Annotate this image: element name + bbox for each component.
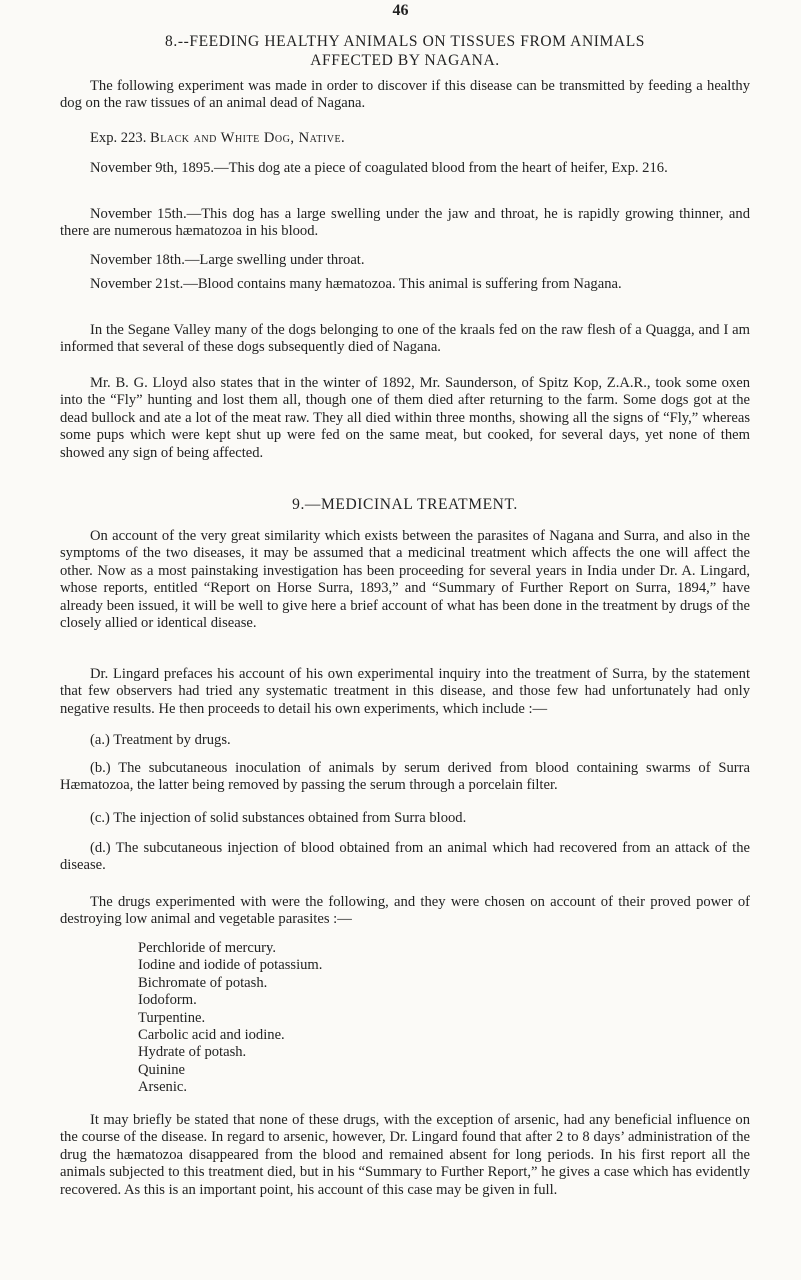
drug-item: Iodine and iodide of potassium.: [138, 957, 323, 974]
section-9-para-3-block: [60, 894, 750, 929]
page-number: 46: [392, 2, 409, 19]
drug-item: Bichromate of potash.: [138, 974, 268, 991]
experiment-entry: November 9th, 1895.—This dog ate a piece of coagulated blood from the heart of heifer, Exp. 216.: [90, 160, 668, 176]
drug-item: Quinine: [138, 1061, 186, 1078]
experiment-item-d-block: [60, 840, 750, 875]
drug-item: Perchloride of mercury.: [138, 940, 277, 956]
drug-item: Carbolic acid and iodine.: [138, 1027, 285, 1044]
section-9-paragraph-1: On account of the very great similarity which exists between the parasites of Nagana and Surra, and also in the symptoms of the two diseases, it may be assumed that a medicinal treatment which affects the one will affect the other. Now as a most painstaking investigation has been proceeding for several years in India under Dr. A. Lingard, whose reports, entitled “Report on Horse Surra, 1893,” and “Summary of Further Report on Surra, 1894,” have already been issued, it will be well to give here a brief account of what has been done in the treatment by drugs of the closely allied or identical disease.: [60, 528, 750, 632]
experiment-item-b-block: [60, 760, 750, 795]
section-9-paragraph-4: It may briefly be stated that none of these drugs, with the exception of arsenic, had any beneficial influence on the course of the disease. In regard to arsenic, however, Dr. Lingard found that after 2 to 8 days’ administration of the drug the hæmatozoa disappeared from the blood and remained absent for long periods. In his first report all the animals subjected to this treatment died, but in his “Summary to Further Report,” he gives a case which has evidently recovered. As this is an important point, his account of this case may be given in full.: [60, 1112, 750, 1198]
section-8-heading-line-2: AFFECTED BY NAGANA.: [310, 52, 500, 69]
section-8-heading-line-1: 8.--FEEDING HEALTHY ANIMALS ON TISSUES FROM ANIMALS: [165, 33, 645, 50]
section-8: [60, 32, 750, 70]
segane-paragraph: In the Segane Valley many of the dogs belonging to one of the kraals fed on the raw flesh of a Quagga, and I am informed that several of these dogs subsequently died of Nagana.: [60, 322, 750, 356]
segane-paragraph-block: [60, 322, 750, 357]
experiment-entry-3-block: [60, 252, 750, 269]
drug-item: Iodoform.: [138, 992, 197, 1009]
experiment-entry-1-block: [60, 160, 750, 177]
lloyd-paragraph: Mr. B. G. Lloyd also states that in the winter of 1892, Mr. Saunderson, of Spitz Kop, Z.A.R., took some oxen into the “Fly” hunting and lost them all, though one of them died after returning to the farm. Some dogs got at the dead bullock and ate a lot of the meat raw. They all died within three months, showing all the signs of “Fly,” whereas some pups which were kept shut up were fed on the same meat, but cooked, for several days, yet none of them showed any sign of being affected.: [60, 375, 750, 461]
experiment-entry-4-block: [60, 276, 750, 293]
experiment-item: (d.) The subcutaneous injection of blood obtained from an animal which had recovered from an attack of the disease.: [60, 840, 750, 874]
section-9: [60, 495, 750, 514]
section-9-paragraph-2: Dr. Lingard prefaces his account of his own experimental inquiry into the treatment of Surra, by the statement that few observers had tried any systematic treatment in this disease, and those few had unfortunately had only negative results. He then proceeds to detail his own experiments, which include :—: [60, 666, 750, 717]
section-9-para-4-block: [60, 1112, 750, 1199]
experiment-item-c-block: [60, 810, 750, 827]
experiment-item: (b.) The subcutaneous inoculation of animals by serum derived from blood containing swarms of Surra Hæmatozoa, the latter being removed by passing the serum through a porcelain filter.: [60, 760, 750, 794]
lloyd-paragraph-block: [60, 375, 750, 462]
experiment-entry: November 15th.—This dog has a large swelling under the jaw and throat, he is rapidly growing thinner, and there are numerous hæmatozoa in his blood.: [60, 206, 750, 240]
drug-item: Hydrate of potash.: [138, 1044, 247, 1061]
experiment-label: Exp. 223.: [90, 130, 147, 146]
experiment-item: (c.) The injection of solid substances obtained from Surra blood.: [90, 810, 467, 826]
section-9-para-2-block: [60, 666, 750, 718]
section-9-paragraph-3: The drugs experimented with were the following, and they were chosen on account of their proved power of destroying low animal and vegetable parasites :—: [60, 894, 750, 928]
experiment-title: Black and White Dog, Native.: [150, 130, 346, 146]
drug-item: Arsenic.: [138, 1079, 188, 1096]
experiment-entry-2-block: [60, 206, 750, 241]
drug-list: [60, 940, 750, 1097]
section-8-intro: The following experiment was made in order to discover if this disease can be transmitted by feeding a healthy dog on the raw tissues of an animal dead of Nagana.: [60, 78, 750, 112]
experiment-entry: November 21st.—Blood contains many hæmatozoa. This animal is suffering from Nagana.: [90, 276, 622, 292]
experiment-entry: November 18th.—Large swelling under throat.: [90, 252, 365, 268]
section-9-heading: 9.—MEDICINAL TREATMENT.: [292, 496, 518, 513]
section-9-para-1-block: [60, 528, 750, 632]
experiment-header: [60, 130, 750, 147]
section-8-intro-block: [60, 78, 750, 113]
drug-item: Turpentine.: [138, 1009, 206, 1026]
experiment-item: (a.) Treatment by drugs.: [90, 732, 231, 748]
experiment-item-a-block: [60, 732, 750, 749]
